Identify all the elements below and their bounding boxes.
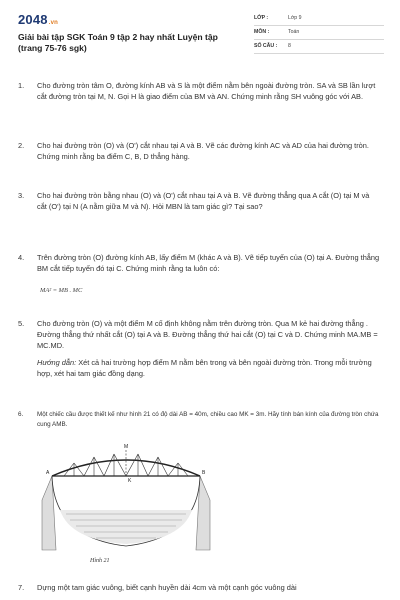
logo-suffix: .vn bbox=[48, 20, 59, 26]
question-text: Trên đường tròn (O) đường kính AB, lấy điểm M (khác A và B). Vẽ tiếp tuyến của (O) tại A. Đường thẳng BM cắt tiếp tuyến đó tại C. Chứng minh rằng ta luôn có: bbox=[37, 253, 380, 273]
meta-key: SỐ CÂU : bbox=[254, 43, 278, 49]
question-body: Cho đường tròn (O) và một điểm M cố định không nằm trên đường tròn. Qua M kẻ hai đường thẳng . Đường thẳng thứ nhất cắt (O) tại A và B. Đường thẳng thứ hai cắt (O) tại C và D. Chứng minh MA.MB = MC.MD. bbox=[37, 319, 378, 350]
hint bbox=[37, 357, 381, 379]
meta-row-count bbox=[254, 40, 384, 54]
question-number: 5. bbox=[18, 319, 25, 328]
question-number: 6. bbox=[18, 411, 24, 418]
bridge-figure bbox=[40, 440, 212, 568]
meta-value: Lớp 9 bbox=[288, 15, 302, 21]
meta-value: Toán bbox=[288, 29, 300, 35]
question-text: Cho hai đường tròn (O) và (O') cắt nhau tại A và B. Vẽ các đường kính AC và AD của hai đường tròn. Chứng minh rằng ba điểm C, B, D thẳng hàng. bbox=[37, 141, 369, 161]
question-text: Cho đường tròn tâm O, đường kính AB và S là một điểm nằm bên ngoài đường tròn. SA và SB lần lượt cắt đường tròn tại M, N. Gọi H là giao điểm của BM và AN. Chứng minh rằng SH vuông góc với AB. bbox=[37, 81, 376, 101]
question-number: 1. bbox=[18, 81, 25, 90]
formula: MA² = MB . MC bbox=[40, 287, 83, 294]
hint-text: Xét cả hai trường hợp điểm M nằm bên trong và bên ngoài đường tròn. Trong mỗi trường hợp, xét hai tam giác đồng dạng. bbox=[37, 358, 372, 378]
question-text: Một chiếc cầu được thiết kế như hình 21 có độ dài AB = 40m, chiều cao MK = 3m. Hãy tính bán kính của đường tròn chứa cung AMB. bbox=[37, 411, 379, 428]
hint-label: Hướng dẫn: bbox=[37, 358, 77, 367]
question-number: 7. bbox=[18, 583, 25, 592]
question-number: 4. bbox=[18, 253, 25, 262]
meta-row-subject bbox=[254, 26, 384, 40]
meta-table bbox=[254, 12, 384, 54]
label-a: A bbox=[46, 470, 50, 476]
question-number: 3. bbox=[18, 191, 25, 200]
meta-value: 8 bbox=[288, 43, 291, 49]
label-k: K bbox=[128, 478, 132, 484]
label-b: B bbox=[202, 470, 206, 476]
question-text: Cho hai đường tròn bằng nhau (O) và (O') cắt nhau tại A và B. Vẽ đường thẳng qua A cắt (O) tại M và cắt (O') tại N (A nằm giữa M và N). Hỏi MBN là tam giác gì? Tại sao? bbox=[37, 191, 370, 211]
meta-key: LỚP : bbox=[254, 15, 269, 21]
question-number: 2. bbox=[18, 141, 25, 150]
question-text bbox=[37, 318, 381, 379]
meta-row-class bbox=[254, 12, 384, 26]
question-text: Dựng một tam giác vuông, biết cạnh huyền dài 4cm và một cạnh góc vuông dài bbox=[37, 583, 297, 592]
left-embankment bbox=[42, 476, 56, 550]
figure-caption: Hình 21 bbox=[90, 558, 110, 564]
site-logo[interactable] bbox=[18, 12, 58, 27]
label-m: M bbox=[124, 444, 129, 450]
meta-key: MÔN : bbox=[254, 29, 270, 35]
page-title: Giải bài tập SGK Toán 9 tập 2 hay nhất Luyện tập (trang 75-76 sgk) bbox=[18, 32, 218, 53]
right-embankment bbox=[196, 476, 210, 550]
page-header bbox=[18, 12, 384, 62]
water bbox=[60, 510, 192, 544]
logo-main: 2048 bbox=[18, 12, 48, 27]
